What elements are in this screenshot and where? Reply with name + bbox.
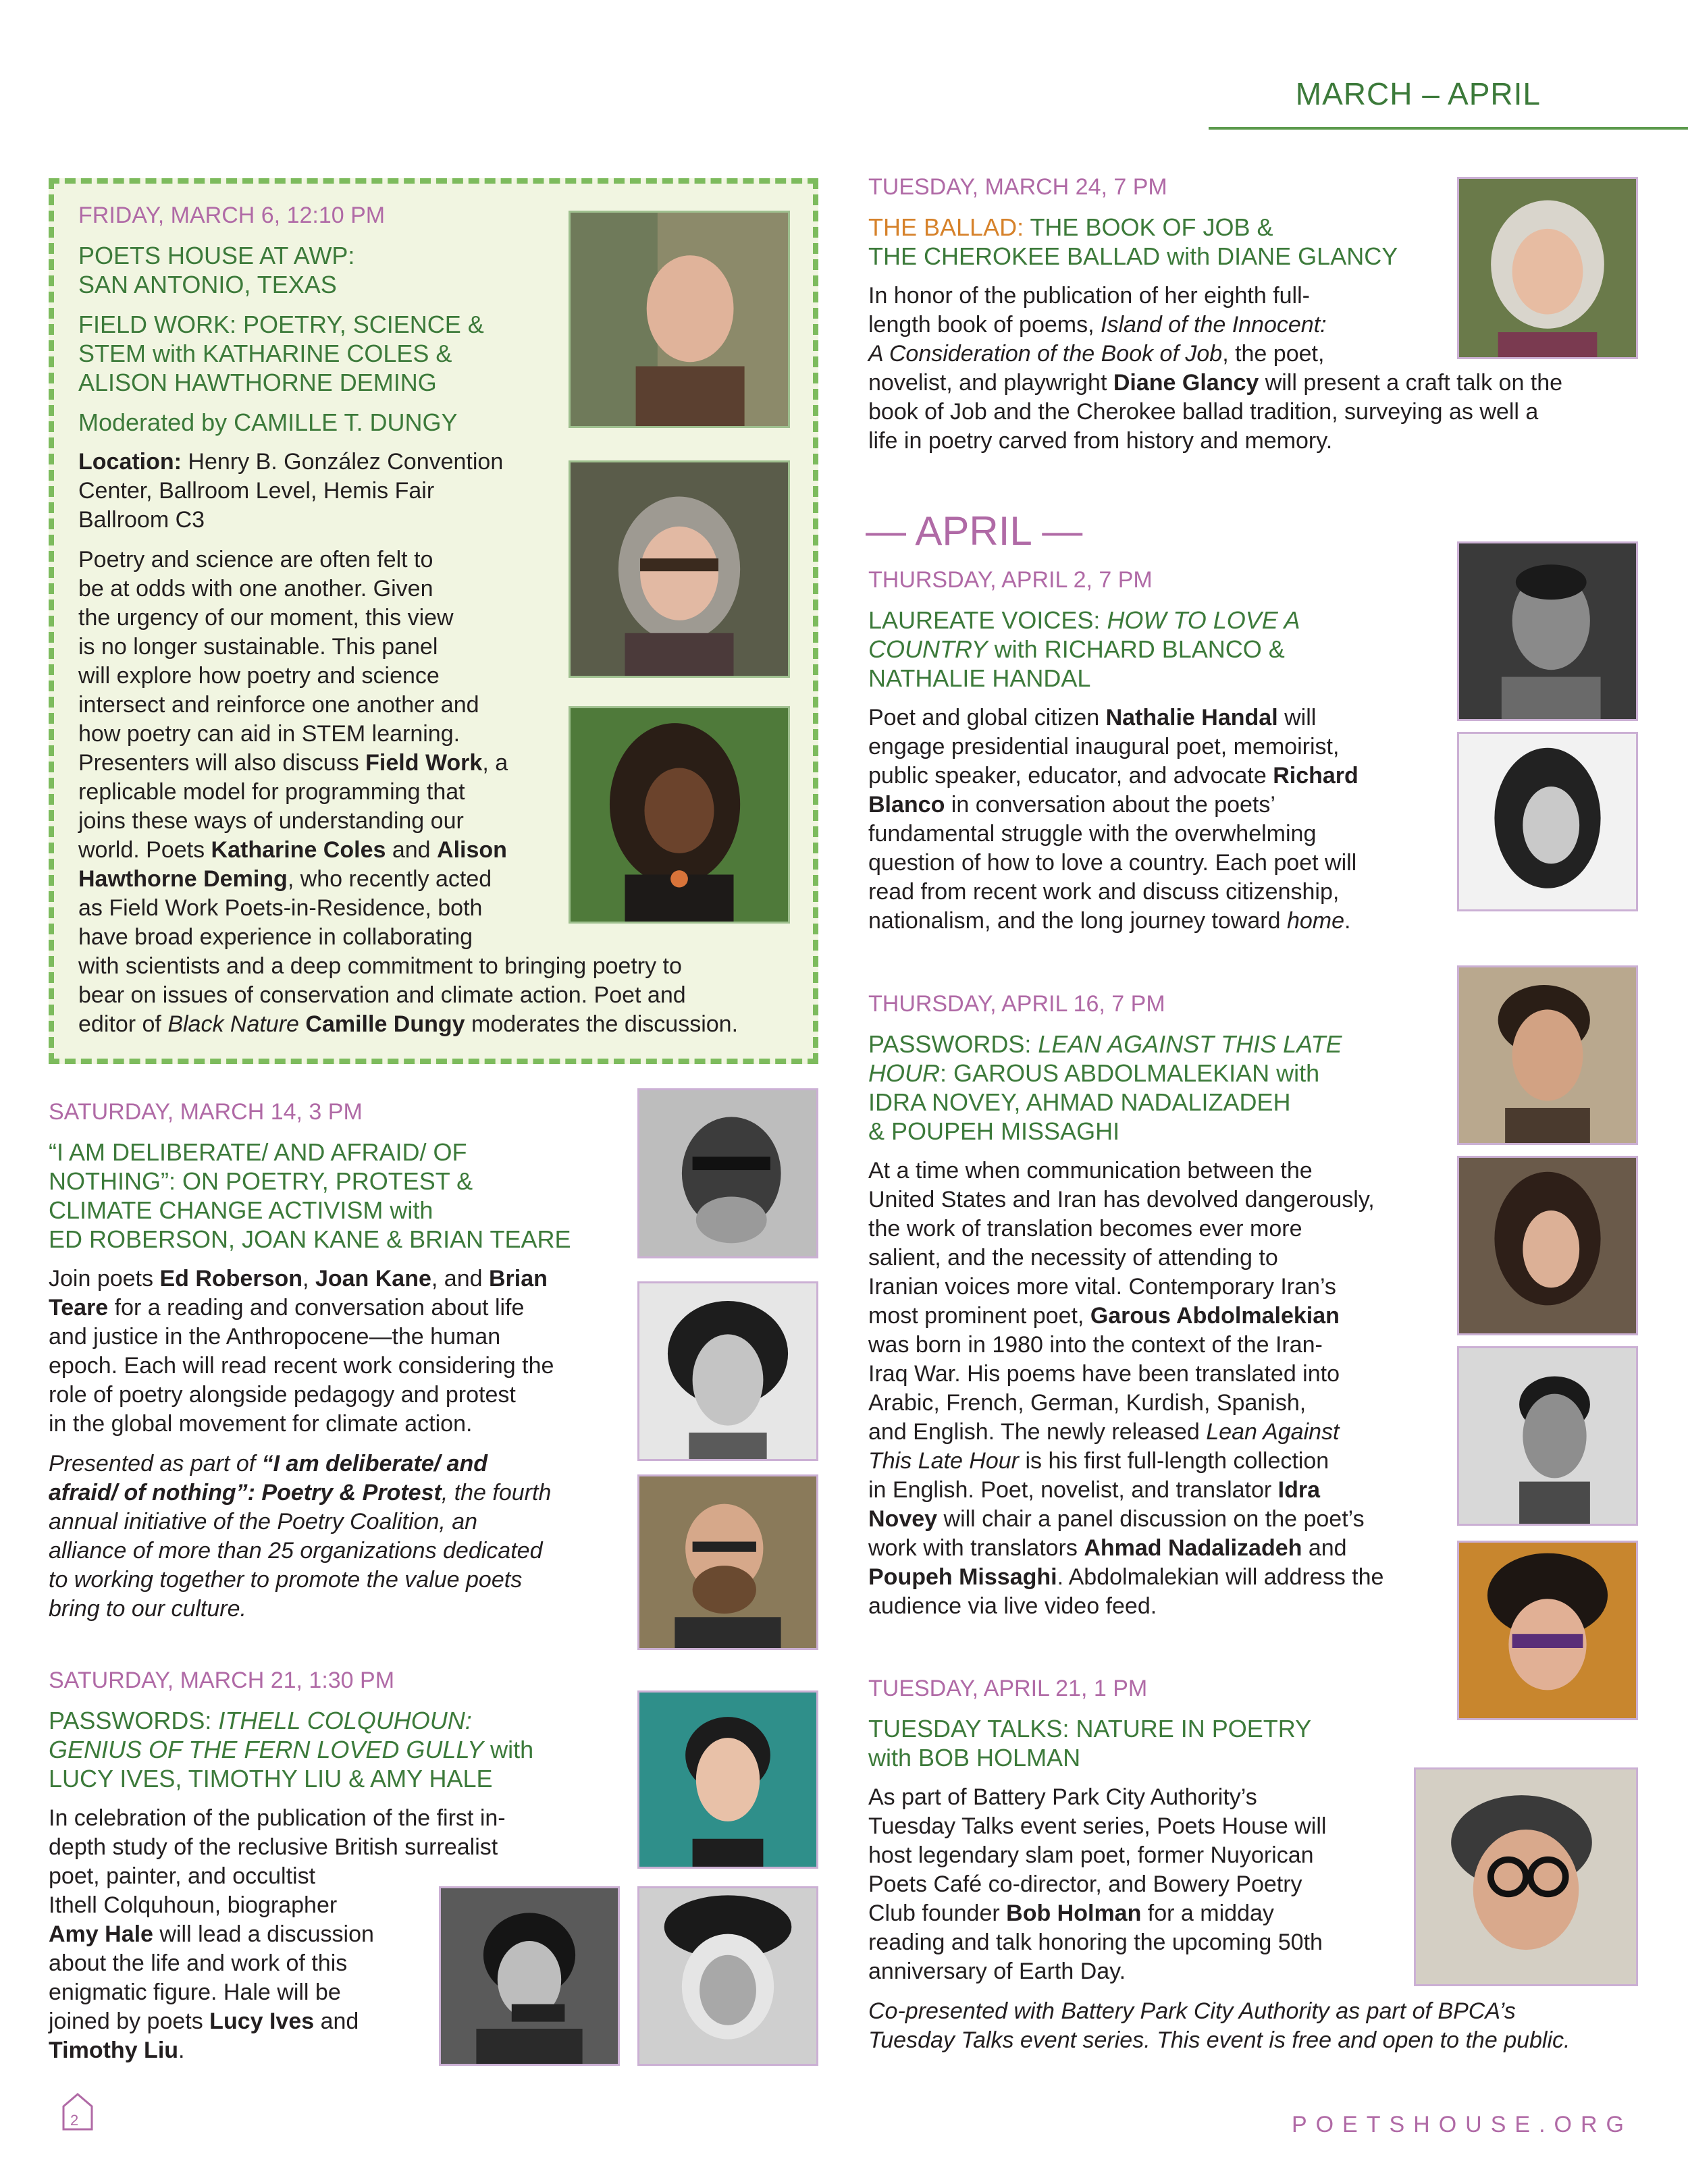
event-title: TUESDAY TALKS: NATURE IN POETRY with BOB HOLMAN	[868, 1715, 1312, 1772]
event-note: Presented as part of “I am deliberate/ and afraid/ of nothing”: Poetry & Protest, the fourth annual initiative of the Poetry Coalition, an alliance of more than 25 organizations dedicated to working together to promote the value poets bring to our culture.	[49, 1451, 552, 1622]
april-heading: — APRIL —	[866, 508, 1083, 554]
event-title: PASSWORDS: LEAN AGAINST THIS LATE HOUR: GAROUS ABDOLMALEKIAN with IDRA NOVEY, AHMAD NADALIZADEH & POUPEH MISSAGHI	[868, 1030, 1342, 1145]
footer-website[interactable]: POETSHOUSE.ORG	[1291, 2112, 1633, 2137]
lucy-ives-photo	[637, 1690, 818, 1869]
event-location: Location: Henry B. González Convention Center, Ballroom Level, Hemis Fair Ballroom C3	[78, 449, 504, 533]
event-title: “I AM DELIBERATE/ AND AFRAID/ OF NOTHING”: ON POETRY, PROTEST & CLIMATE CHANGE ACTIVISM with ED ROBERSON, JOAN KANE & BRIAN TEARE	[49, 1138, 571, 1253]
event-title: LAUREATE VOICES: HOW TO LOVE A COUNTRY with RICHARD BLANCO & NATHALIE HANDAL	[868, 606, 1300, 692]
event-date: TUESDAY, MARCH 24, 7 PM	[868, 174, 1167, 200]
garous-abdolmalekian-photo	[1457, 965, 1638, 1145]
camille-dungy-photo	[569, 706, 790, 924]
event-date: TUESDAY, APRIL 21, 1 PM	[868, 1676, 1148, 1701]
ed-roberson-photo	[637, 1088, 818, 1258]
event-date: THURSDAY, APRIL 2, 7 PM	[868, 567, 1153, 593]
event-description: Poet and global citizen Nathalie Handal will engage presidential inaugural poet, memoirist, public speaker, educator, and advocate Richard Blanco in conversation about the poets’ fundamental struggle with the overwhelming question of how to love a country. Each poet will read from recent work and discuss citizenship, nationalism, and the long journey toward home.	[868, 705, 1359, 934]
brian-teare-photo	[637, 1474, 818, 1650]
richard-blanco-photo	[1457, 541, 1638, 721]
ahmad-nadalizadeh-photo	[1457, 1346, 1638, 1526]
event-title: POETS HOUSE AT AWP: SAN ANTONIO, TEXAS	[78, 242, 355, 298]
event-note: Co-presented with Battery Park City Authority as part of BPCA’s Tuesday Talks event series. This event is free and open to the public.	[868, 1998, 1571, 2053]
event-title: THE BALLAD: THE BOOK OF JOB & THE CHEROKEE BALLAD with DIANE GLANCY	[868, 213, 1398, 270]
event-title: PASSWORDS: ITHELL COLQUHOUN: GENIUS OF THE FERN LOVED GULLY with LUCY IVES, TIMOTHY LIU & AMY HALE	[49, 1707, 534, 1792]
event-description: Poetry and science are often felt to be at odds with one another. Given the urgency of our moment, this view is no longer sustainable. This panel will explore how poetry and science intersect and reinforce one another and how poetry can aid in STEM learning. Presenters will also discuss Field Work, a replicable model for programming that joins these ways of understanding our world. Poets Katharine Coles and Alison Hawthorne Deming, who recently acted as Field Work Poets-in-Residence, both have broad experience in collaborating with scientists and a deep commitment to bringing poetry to bear on issues of conservation and climate action. Poet and editor of Black Nature Camille Dungy moderates the discussion.	[78, 547, 739, 1037]
event-description: As part of Battery Park City Authority’s Tuesday Talks event series, Poets House will host legendary slam poet, former Nuyorican Poets Café co-director, and Bowery Poetry Club founder Bob Holman for a midday reading and talk honoring the upcoming 50th anniversary of Earth Day.	[868, 1784, 1327, 1984]
idra-novey-photo	[1457, 1156, 1638, 1335]
deliberate-event	[49, 1098, 602, 1624]
event-date: SATURDAY, MARCH 21, 1:30 PM	[49, 1668, 395, 1693]
katharine-coles-photo	[569, 211, 790, 428]
page-header-title: MARCH – APRIL	[1295, 76, 1541, 111]
latehour-event	[868, 990, 1422, 1621]
event-date: FRIDAY, MARCH 6, 12:10 PM	[78, 203, 386, 228]
header-rule	[1209, 127, 1688, 130]
page-number: 2	[70, 2112, 79, 2129]
event-description: In celebration of the publication of the first in- depth study of the reclusive British surrealist poet, painter, and occultist Ithell Colquhoun, biographer Amy Hale will lead a discussion about the life and work of this enigmatic figure. Hale will be joined by poets Lucy Ives and Timothy Liu.	[49, 1805, 506, 2063]
event-date: SATURDAY, MARCH 14, 3 PM	[49, 1099, 363, 1125]
timothy-liu-photo	[439, 1886, 620, 2066]
alison-deming-photo	[569, 460, 790, 678]
event-date: THURSDAY, APRIL 16, 7 PM	[868, 991, 1165, 1017]
laureate-event	[868, 566, 1422, 936]
diane-glancy-photo	[1457, 177, 1638, 359]
event-description: At a time when communication between the United States and Iran has devolved dangerously, the work of translation becomes ever more salient, and the necessity of attending to Iranian voices more vital. Contemporary Iran’s most prominent poet, Garous Abdolmalekian was born in 1980 into the context of the Iran- Iraq War. His poems have been translated into Arabic, French, German, Kurdish, Spanish, and English. The newly released Lean Against This Late Hour is his first full-length collection in English. Poet, novelist, and translator Idra Novey will chair a panel discussion on the poet’s work with translators Ahmad Nadalizadeh and Poupeh Missaghi. Abdolmalekian will address the audience via live video feed.	[868, 1158, 1384, 1619]
joan-kane-photo	[637, 1281, 818, 1461]
nathalie-handal-photo	[1457, 732, 1638, 911]
event-description: Join poets Ed Roberson, Joan Kane, and Brian Teare for a reading and conversation about life and justice in the Anthropocene—the human epoch. Each will read recent work considering the role of poetry alongside pedagogy and protest in the global movement for climate action.	[49, 1266, 554, 1437]
event-subtitle: FIELD WORK: POETRY, SCIENCE & STEM with KATHARINE COLES & ALISON HAWTHORNE DEMING	[78, 311, 484, 396]
amy-hale-photo	[637, 1886, 818, 2066]
event-description: In honor of the publication of her eighth full- length book of poems, Island of the Innocent: A Consideration of the Book of Job, the poet, novelist, and playwright Diane Glancy will present a craft talk on the book of Job and the Cherokee ballad tradition, surveying as well a life in poetry carved from history and memory.	[868, 283, 1563, 454]
event-moderator: Moderated by CAMILLE T. DUNGY	[78, 408, 458, 436]
bob-holman-photo	[1414, 1767, 1638, 1986]
